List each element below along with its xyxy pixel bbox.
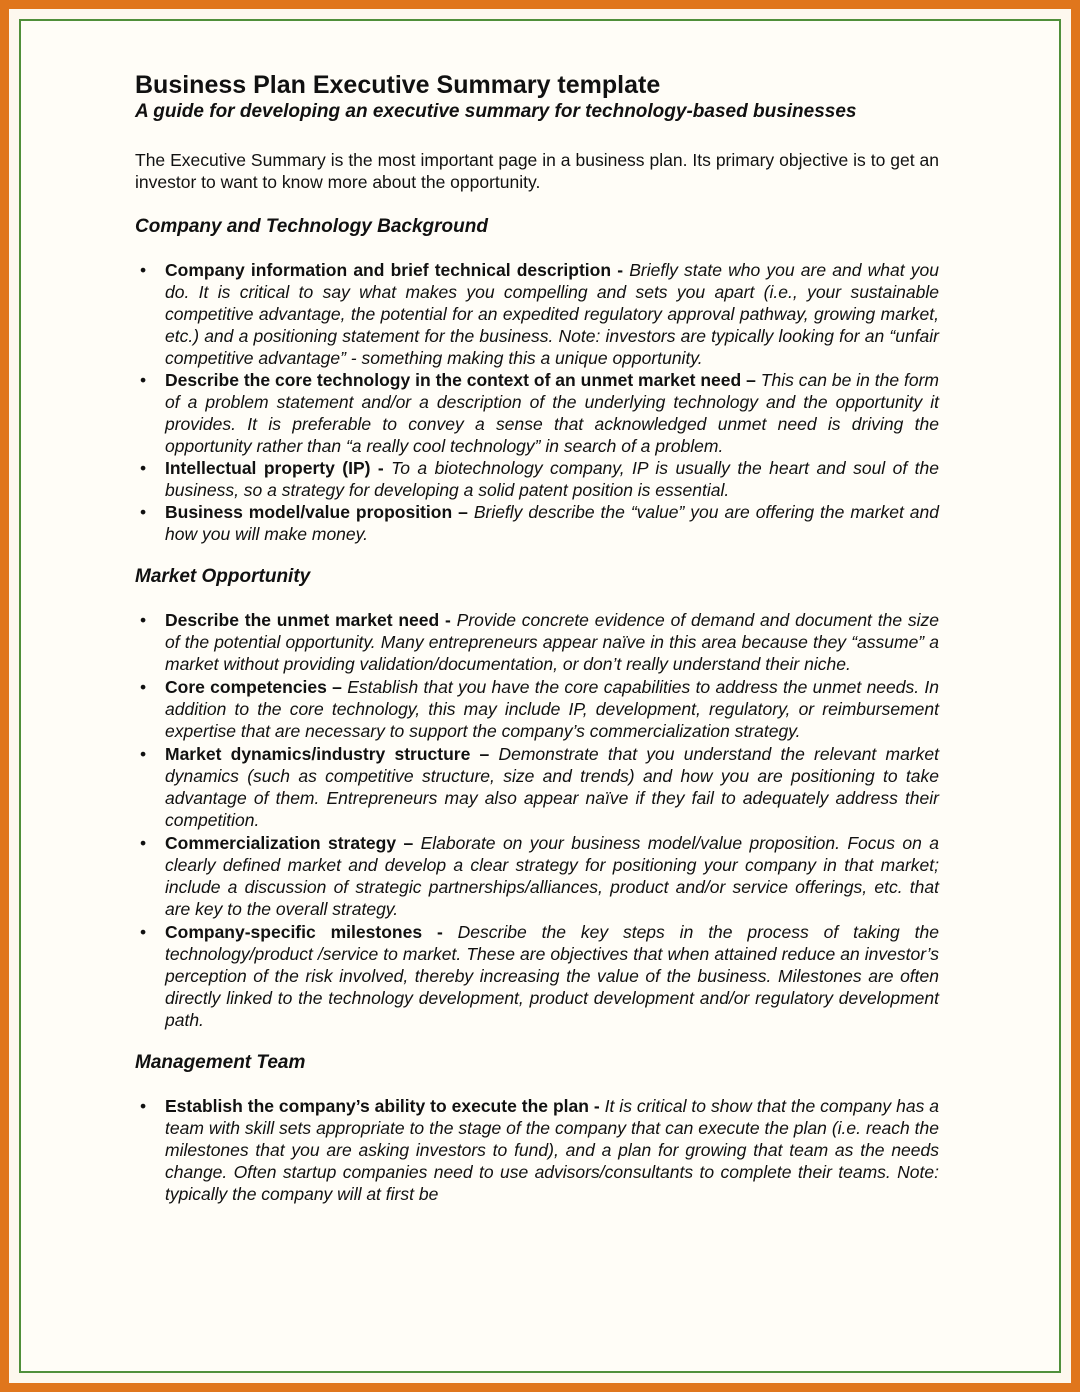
bullet-lead: Company information and brief technical description - <box>165 260 630 280</box>
bullet-text: This can be in the form of a problem statement and/or a description of the underlying technology and the opportunity it provides. It is preferable to convey a sense that acknowledged unmet need is driving the opportunity rather than “a really cool technology” in search of a problem. <box>165 370 940 456</box>
document-title: Business Plan Executive Summary template <box>135 71 661 99</box>
section-heading-management-team: Management Team <box>135 1052 306 1073</box>
list-item <box>135 1095 939 1205</box>
bullet-lead: Core competencies – <box>165 677 348 697</box>
list-item <box>135 743 939 831</box>
bullet-icon: • <box>140 260 147 280</box>
bullet-lead: Intellectual property (IP) - <box>165 458 392 478</box>
bullet-icon: • <box>140 458 147 478</box>
document-page <box>135 70 939 1225</box>
bullet-text: It is critical to show that the company has a team with skill sets appropriate to the stage of the company that can execute the plan (i.e. reach the milestones that you are asking investors to fund), and a plan for growing that team as the needs change. Often startup companies need to use advisors/consultants to complete their teams. Note: typically the company will at first be <box>165 1096 939 1204</box>
bullet-icon: • <box>140 502 147 522</box>
bullet-icon: • <box>140 833 147 853</box>
bullet-lead: Company-specific milestones - <box>165 922 458 942</box>
bullet-icon: • <box>140 677 147 697</box>
list-item <box>135 501 939 545</box>
bullet-icon: • <box>140 922 147 942</box>
section-heading-company-background: Company and Technology Background <box>135 216 488 237</box>
list-item <box>135 676 939 742</box>
bullet-lead: Business model/value proposition – <box>165 502 474 522</box>
bullet-text: Provide concrete evidence of demand and document the size of the potential opportunity. Many entrepreneurs appear naïve in this area because they “assume” a market without providing validation/documentation, or don’t really understand their niche. <box>165 610 939 674</box>
list-item <box>135 921 939 1031</box>
bullet-text: Briefly describe the “value” you are offering the market and how you will make money. <box>165 502 940 544</box>
list-item <box>135 832 939 920</box>
bullet-icon: • <box>140 1096 147 1116</box>
bullet-text: To a biotechnology company, IP is usually the heart and soul of the business, so a strategy for developing a solid patent position is essential. <box>165 458 939 500</box>
document-subtitle: A guide for developing an executive summary for technology-based businesses <box>135 101 857 122</box>
bullet-text: Demonstrate that you understand the relevant market dynamics (such as competitive structure, size and trends) and how you are positioning to take advantage of them. Entrepreneurs may also appear naïve if they fail to adequately address their competition. <box>165 744 939 830</box>
bullet-list-market-opportunity <box>135 609 939 1031</box>
bullet-text: Establish that you have the core capabilities to address the unmet needs. In addition to the core technology, this may include IP, development, regulatory, or reimbursement expertise that are necessary to support the company’s commercialization strategy. <box>165 677 939 741</box>
bullet-lead: Describe the core technology in the context of an unmet market need – <box>165 370 761 390</box>
bullet-text: Elaborate on your business model/value proposition. Focus on a clearly defined market and develop a clear strategy for positioning your company in that market; include a discussion of strategic partnerships/alliances, product and/or service offerings, etc. that are key to the overall strategy. <box>165 833 940 919</box>
section-heading-market-opportunity: Market Opportunity <box>135 566 311 587</box>
bullet-lead: Describe the unmet market need - <box>165 610 457 630</box>
bullet-icon: • <box>140 370 147 390</box>
bullet-icon: • <box>140 610 147 630</box>
bullet-text: Briefly state who you are and what you do. It is critical to say what makes you compelling and sets you apart (i.e., your sustainable competitive advantage, the potential for an expedited regulatory approval pathway, growing market, etc.) and a positioning statement for the business. Note: investors are typically looking for an “unfair competitive advantage” - something making this a unique opportunity. <box>165 260 939 368</box>
bullet-text: Describe the key steps in the process of taking the technology/product /service to market. These are objectives that when attained reduce an investor’s perception of the risk involved, thereby increasing the value of the business. Milestones are often directly linked to the technology development, product development and/or regulatory development path. <box>165 922 939 1030</box>
intro-paragraph: The Executive Summary is the most important page in a business plan. Its primary objective is to get an investor to want to know more about the opportunity. <box>135 150 939 192</box>
bullet-lead: Commercialization strategy – <box>165 833 421 853</box>
list-item <box>135 457 939 501</box>
bullet-list-management-team <box>135 1095 939 1205</box>
bullet-lead: Market dynamics/industry structure – <box>165 744 499 764</box>
bullet-icon: • <box>140 744 147 764</box>
list-item <box>135 609 939 675</box>
list-item <box>135 259 939 369</box>
bullet-lead: Establish the company’s ability to execute the plan - <box>165 1096 605 1116</box>
bullet-list-company-background <box>135 259 939 545</box>
list-item <box>135 369 939 457</box>
